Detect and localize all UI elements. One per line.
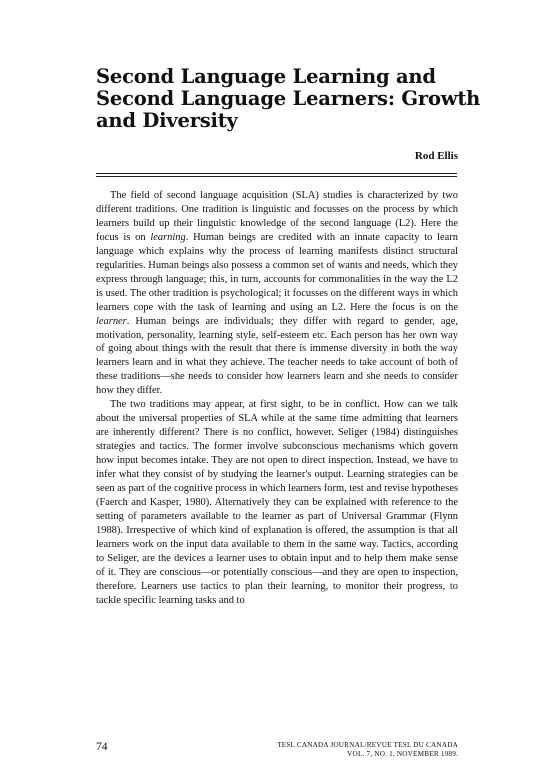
paragraph-text: . Human beings are credited with an innate capacity to learn language which explains why the process of learning manifests distinct structural regularities. Human beings also possess a common set of wants and needs, which they express through language; this, in turn, accounts for commonalities in the way the L2 is used. The other tradition is psychological; it focusses on the different ways in which learners cope with the task of learning and using an L2. Here the focus is on the <box>96 231 458 313</box>
journal-title: TESL CANADA JOURNAL/REVUE TESL DU CANADA <box>277 741 458 749</box>
author-name: Rod Ellis <box>414 150 458 162</box>
body-paragraph: The two traditions may appear, at first sight, to be in conflict. How can we talk about the universal properties of SLA while at the same time admitting that learners are inherently different? There is no conflict, however. Seliger (1984) distinguishes strategies and tactics. The former involve subconscious mechanisms which govern how input becomes intake. They are not open to direct inspection. Instead, we have to infer what they consist of by studying the learner's output. Learning strategies can be seen as part of the cognitive process in which learners form, test and revise hypotheses (Faerch and Kasper, 1980). Alternatively they can be explained with reference to the setting of parameters available to the learner as part of Universal Grammar (Flynn 1988). Irrespective of which kind of explanation is offered, the assumption is that all learners work on the input data available to them in the same way. Tactics, according to Seliger, are the devices a learner uses to obtain input and to help them make sense of it. They are conscious—or potentially conscious—and they are open to inspection, therefore. Learners use tactics to plan their learning, to monitor their progress, to tackle specific learning tasks and to <box>96 399 459 606</box>
title-divider-bottom <box>96 176 457 177</box>
title-line: Second Language Learning and <box>96 65 436 88</box>
body-paragraph <box>96 189 458 398</box>
page-number: 74 <box>96 741 108 753</box>
title-divider-top <box>96 173 457 174</box>
paragraph-text: The field of second language acquisition (SLA) studies is characterized by two different traditions. One tradition is linguistic and focusses on the process by which learners build up their linguistic knowledge of the second language (L2). Here the focus is on <box>96 190 458 243</box>
emphasis-learning: learning <box>150 231 186 243</box>
article-body <box>96 189 458 608</box>
journal-volume: VOL. 7, NO. 1, NOVEMBER 1989. <box>347 750 458 758</box>
title-line: and Diversity <box>96 109 238 132</box>
title-line: Second Language Learners: Growth <box>96 87 481 110</box>
emphasis-learner: learner <box>96 315 127 327</box>
journal-citation <box>277 741 458 759</box>
article-title <box>96 66 496 132</box>
paragraph-text: . Human beings are individuals; they differ with regard to gender, age, motivation, personality, learning style, self-esteem etc. Each person has her own way of going about things with the result that there is immense diversity in both the way learners learn and in what they achieve. The teacher needs to take account of both of these traditions—she needs to consider how learners learn and she needs to consider how they differ. <box>96 315 458 397</box>
